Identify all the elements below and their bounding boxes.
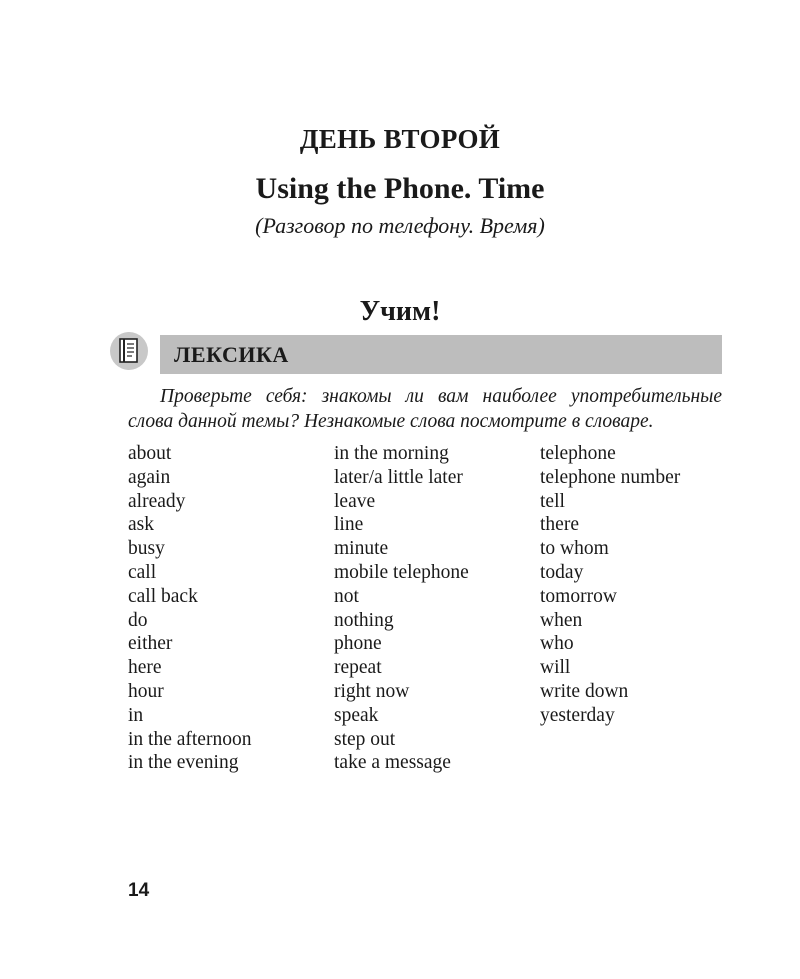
vocab-word: speak (334, 704, 379, 726)
vocab-word: tell (540, 490, 565, 512)
vocab-word: line (334, 514, 364, 536)
vocab-word: leave (334, 490, 376, 512)
vocabulary-section-header (160, 335, 722, 374)
learn-heading: Учим! (359, 296, 441, 327)
vocab-word: mobile telephone (334, 561, 469, 583)
vocab-word: telephone (540, 443, 616, 464)
vocab-word: tomorrow (540, 585, 617, 607)
vocab-word: ask (128, 514, 154, 536)
vocab-word: about (128, 443, 172, 464)
vocab-word: step out (334, 728, 396, 750)
instructions-line-1: Проверьте себя: знакомы ли вам наиболее употребительные (160, 386, 722, 407)
vocab-word: hour (128, 680, 164, 702)
vocab-word: telephone number (540, 466, 681, 488)
vocab-word: to whom (540, 538, 609, 560)
vocab-word: write down (540, 680, 629, 702)
vocab-word: in the afternoon (128, 728, 252, 750)
vocab-word: yesterday (540, 704, 615, 726)
vocab-word: nothing (334, 609, 394, 631)
vocab-word: when (540, 609, 583, 631)
lesson-title: Using the Phone. Time (255, 172, 545, 205)
vocab-word: there (540, 514, 579, 536)
vocab-word: do (128, 609, 148, 631)
vocab-word: in the morning (334, 443, 449, 464)
vocab-word: today (540, 561, 584, 583)
vocab-word: minute (334, 538, 389, 560)
vocab-word: who (540, 633, 574, 655)
vocab-word: busy (128, 538, 165, 560)
vocab-word: will (540, 657, 571, 679)
instructions-line-2: слова данной темы? Незнакомые слова посмотрите в словаре. (128, 411, 654, 432)
vocab-word: call (128, 561, 157, 583)
notebook-icon (110, 332, 148, 370)
lesson-subtitle: (Разговор по телефону. Время) (255, 213, 545, 238)
vocab-word: phone (334, 633, 382, 655)
vocab-word: take a message (334, 752, 451, 774)
page-number: 14 (128, 880, 150, 901)
vocab-word: repeat (334, 657, 382, 679)
vocab-word: right now (334, 680, 410, 702)
vocabulary-column-2 (334, 442, 469, 775)
vocab-word: in the evening (128, 752, 239, 774)
vocab-word: in (128, 704, 144, 726)
vocab-word: later/a little later (334, 466, 463, 488)
day-title: ДЕНЬ ВТОРОЙ (299, 124, 501, 154)
vocab-word: already (128, 490, 186, 512)
vocab-word: either (128, 633, 173, 655)
vocab-word: again (128, 466, 171, 488)
vocab-word: call back (128, 585, 198, 607)
vocabulary-label: ЛЕКСИКА (174, 342, 289, 367)
vocab-word: not (334, 585, 359, 607)
vocabulary-column-3 (540, 442, 680, 728)
instructions (128, 384, 722, 434)
vocab-word: here (128, 657, 162, 679)
vocabulary-column-1 (128, 442, 251, 775)
